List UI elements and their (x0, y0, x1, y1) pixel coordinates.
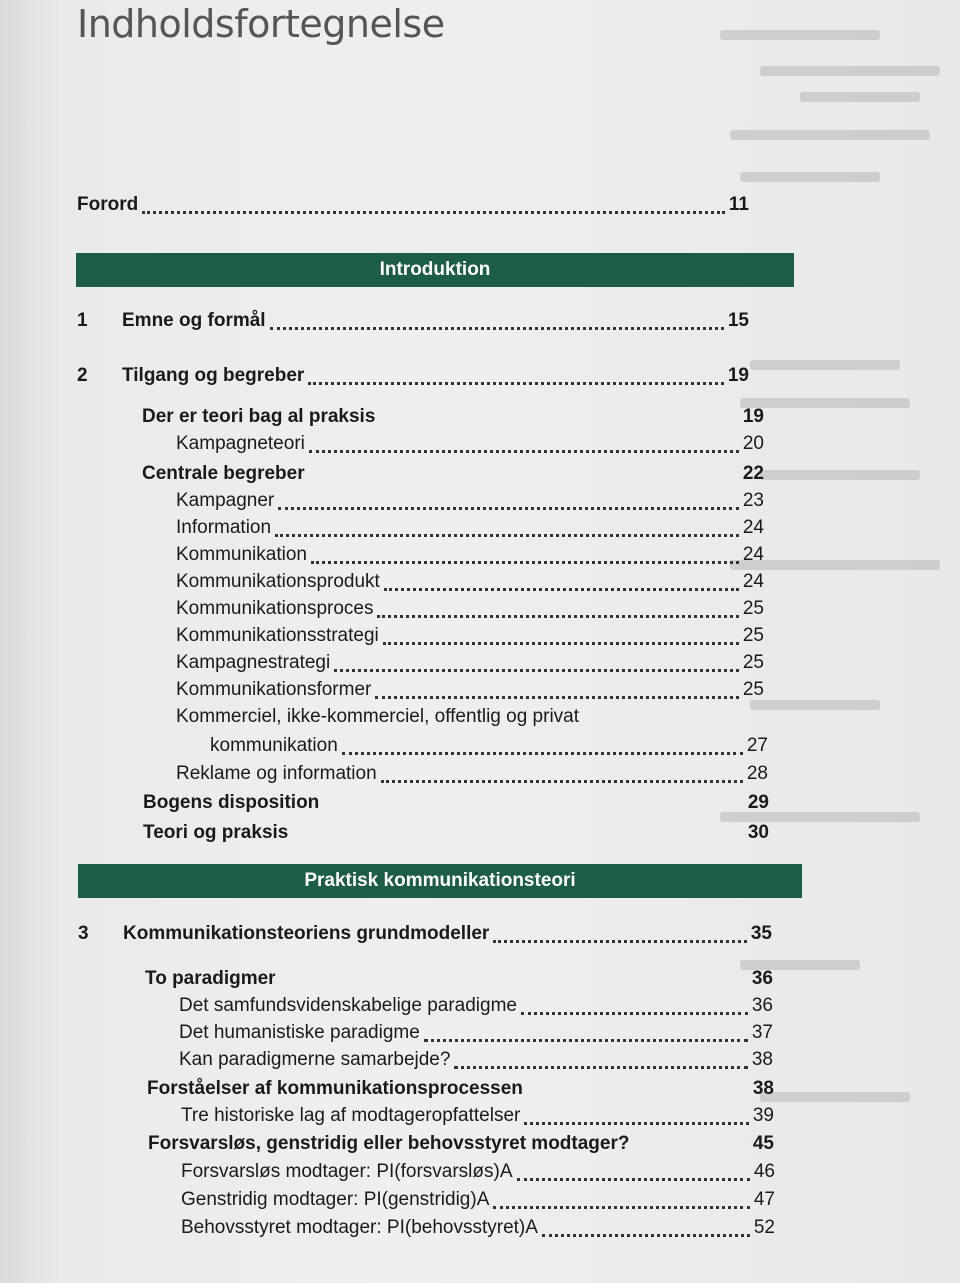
toc-chapter-3[interactable] (78, 923, 772, 949)
toc-heading-entry[interactable] (143, 822, 769, 848)
toc-entry-page: 39 (752, 1105, 774, 1126)
chapter-title: Kommunikationsteoriens grundmodeller (123, 923, 490, 944)
toc-entry-label: Information (176, 517, 272, 538)
leader-dots (275, 533, 739, 537)
toc-entry-label: Kommunikationsprodukt (176, 571, 380, 592)
toc-heading-entry[interactable] (143, 792, 769, 818)
toc-sub-entry[interactable] (176, 571, 764, 597)
toc-heading-entry[interactable] (145, 968, 773, 994)
toc-entry-label: To paradigmer (145, 968, 276, 989)
chapter-title: Emne og formål (122, 310, 266, 331)
section-heading-label: Introduktion (379, 259, 491, 280)
leader-dots (278, 506, 739, 510)
toc-sub-entry[interactable] (176, 544, 764, 570)
toc-entry-label: Kampagner (176, 490, 275, 511)
toc-entry-page: 25 (742, 652, 764, 673)
toc-entry-page: 11 (728, 194, 749, 215)
toc-entry-label: Det samfundsvidenskabelige paradigme (179, 995, 517, 1016)
leader-dots (375, 695, 739, 699)
toc-entry-label: Reklame og information (176, 763, 377, 784)
toc-sub-entry[interactable] (176, 517, 764, 543)
leader-dots (524, 1121, 749, 1125)
page-title: Indholdsfortegnelse (77, 2, 445, 46)
toc-entry-label: Forståelser af kommunikationsprocessen (147, 1078, 523, 1099)
toc-entry-label: kommunikation (210, 735, 338, 756)
toc-heading-entry[interactable] (142, 463, 764, 489)
chapter-number: 3 (78, 923, 89, 944)
toc-heading-entry[interactable] (148, 1133, 774, 1159)
toc-sub-entry[interactable] (181, 1189, 775, 1215)
toc-entry-label: Genstridig modtager: PI(genstridig)A (181, 1189, 490, 1210)
toc-entry-page: 23 (742, 490, 764, 511)
toc-entry-page: 24 (742, 571, 764, 592)
leader-dots (383, 641, 739, 645)
toc-sub-entry[interactable] (176, 679, 764, 705)
leader-dots (309, 449, 739, 453)
toc-sub-entry[interactable] (181, 1161, 775, 1187)
toc-entry-page: 19 (742, 406, 764, 427)
chapter-number: 1 (77, 310, 88, 331)
toc-entry-page: 38 (751, 1049, 773, 1070)
toc-entry-page: 46 (753, 1161, 775, 1182)
toc-entry-page: 45 (752, 1133, 774, 1154)
toc-entry-label: Der er teori bag al praksis (142, 406, 376, 427)
toc-entry-page: 38 (752, 1078, 774, 1099)
chapter-page: 19 (727, 365, 749, 386)
chapter-title: Tilgang og begreber (122, 365, 305, 386)
chapter-page: 15 (727, 310, 749, 331)
toc-entry-label: Forsvarsløs, genstridig eller behovsstyret modtager? (148, 1133, 630, 1154)
toc-entry-label: Kommunikationsproces (176, 598, 374, 619)
toc-heading-entry[interactable] (147, 1078, 774, 1104)
leader-dots (493, 939, 747, 943)
toc-sub-entry[interactable] (176, 625, 764, 651)
chapter-page: 35 (750, 923, 772, 944)
toc-entry-page: 25 (742, 598, 764, 619)
toc-entry-page: 29 (747, 792, 769, 813)
toc-entry-page: 52 (753, 1217, 775, 1238)
toc-sub-entry[interactable] (181, 1217, 775, 1243)
chapter-number: 2 (77, 365, 88, 386)
toc-sub-entry[interactable] (176, 763, 768, 789)
toc-entry-page: 22 (742, 463, 764, 484)
toc-sub-entry[interactable] (176, 598, 764, 624)
toc-sub-entry[interactable] (179, 1022, 773, 1048)
toc-sub-entry[interactable] (176, 433, 764, 459)
toc-sub-entry[interactable] (181, 1105, 774, 1131)
leader-dots (142, 210, 725, 214)
leader-dots (542, 1233, 750, 1237)
toc-entry-page: 20 (742, 433, 764, 454)
toc-sub-entry[interactable] (179, 1049, 773, 1075)
toc-entry-label: Det humanistiske paradigme (179, 1022, 420, 1043)
toc-sub-entry-continued[interactable] (210, 735, 768, 761)
toc-entry-page: 47 (753, 1189, 775, 1210)
toc-entry-page: 30 (747, 822, 769, 843)
toc-entry-page: 25 (742, 625, 764, 646)
toc-entry-page: 36 (751, 968, 773, 989)
section-heading-introduktion (76, 253, 794, 287)
toc-entry-label: Kommunikationsformer (176, 679, 372, 700)
toc-entry-label: Forord (77, 194, 139, 215)
toc-sub-entry[interactable] (179, 995, 773, 1021)
toc-sub-entry[interactable] (176, 706, 764, 732)
leader-dots (384, 587, 739, 591)
toc-entry-label: Centrale begreber (142, 463, 305, 484)
leader-dots (454, 1065, 747, 1069)
leader-dots (377, 614, 738, 618)
toc-entry-page: 25 (742, 679, 764, 700)
toc-sub-entry[interactable] (176, 490, 764, 516)
toc-entry-label: Kommunikation (176, 544, 307, 565)
toc-entry-label: Kan paradigmerne samarbejde? (179, 1049, 451, 1070)
leader-dots (334, 668, 739, 672)
toc-entry-label: Forsvarsløs modtager: PI(forsvarsløs)A (181, 1161, 513, 1182)
toc-entry-forord[interactable] (77, 194, 749, 220)
section-heading-label: Praktisk kommunikationsteori (304, 870, 576, 891)
toc-entry-label: Kommerciel, ikke-kommerciel, offentlig og privat (176, 706, 580, 727)
toc-heading-entry[interactable] (142, 406, 764, 432)
leader-dots (342, 751, 743, 755)
toc-entry-label: Teori og praksis (143, 822, 289, 843)
toc-entry-page: 37 (751, 1022, 773, 1043)
toc-sub-entry[interactable] (176, 652, 764, 678)
toc-entry-label: Tre historiske lag af modtageropfattelser (181, 1105, 521, 1126)
section-heading-praktisk-kommunikationsteori (78, 864, 802, 898)
toc-entry-page: 28 (746, 763, 768, 784)
toc-chapter-2[interactable] (77, 365, 749, 391)
toc-entry-label: Kampagneteori (176, 433, 305, 454)
leader-dots (517, 1177, 750, 1181)
toc-entry-page: 27 (746, 735, 768, 756)
leader-dots (270, 326, 724, 330)
toc-entry-label: Behovsstyret modtager: PI(behovsstyret)A (181, 1217, 538, 1238)
toc-entry-page: 24 (742, 544, 764, 565)
leader-dots (493, 1205, 749, 1209)
leader-dots (381, 779, 743, 783)
toc-entry-label: Kampagnestrategi (176, 652, 331, 673)
toc-entry-label: Kommunikationsstrategi (176, 625, 379, 646)
toc-chapter-1[interactable] (77, 310, 749, 336)
leader-dots (521, 1011, 748, 1015)
leader-dots (311, 560, 739, 564)
toc-entry-page: 24 (742, 517, 764, 538)
leader-dots (308, 381, 724, 385)
leader-dots (424, 1038, 748, 1042)
toc-entry-page: 36 (751, 995, 773, 1016)
toc-entry-label: Bogens disposition (143, 792, 320, 813)
